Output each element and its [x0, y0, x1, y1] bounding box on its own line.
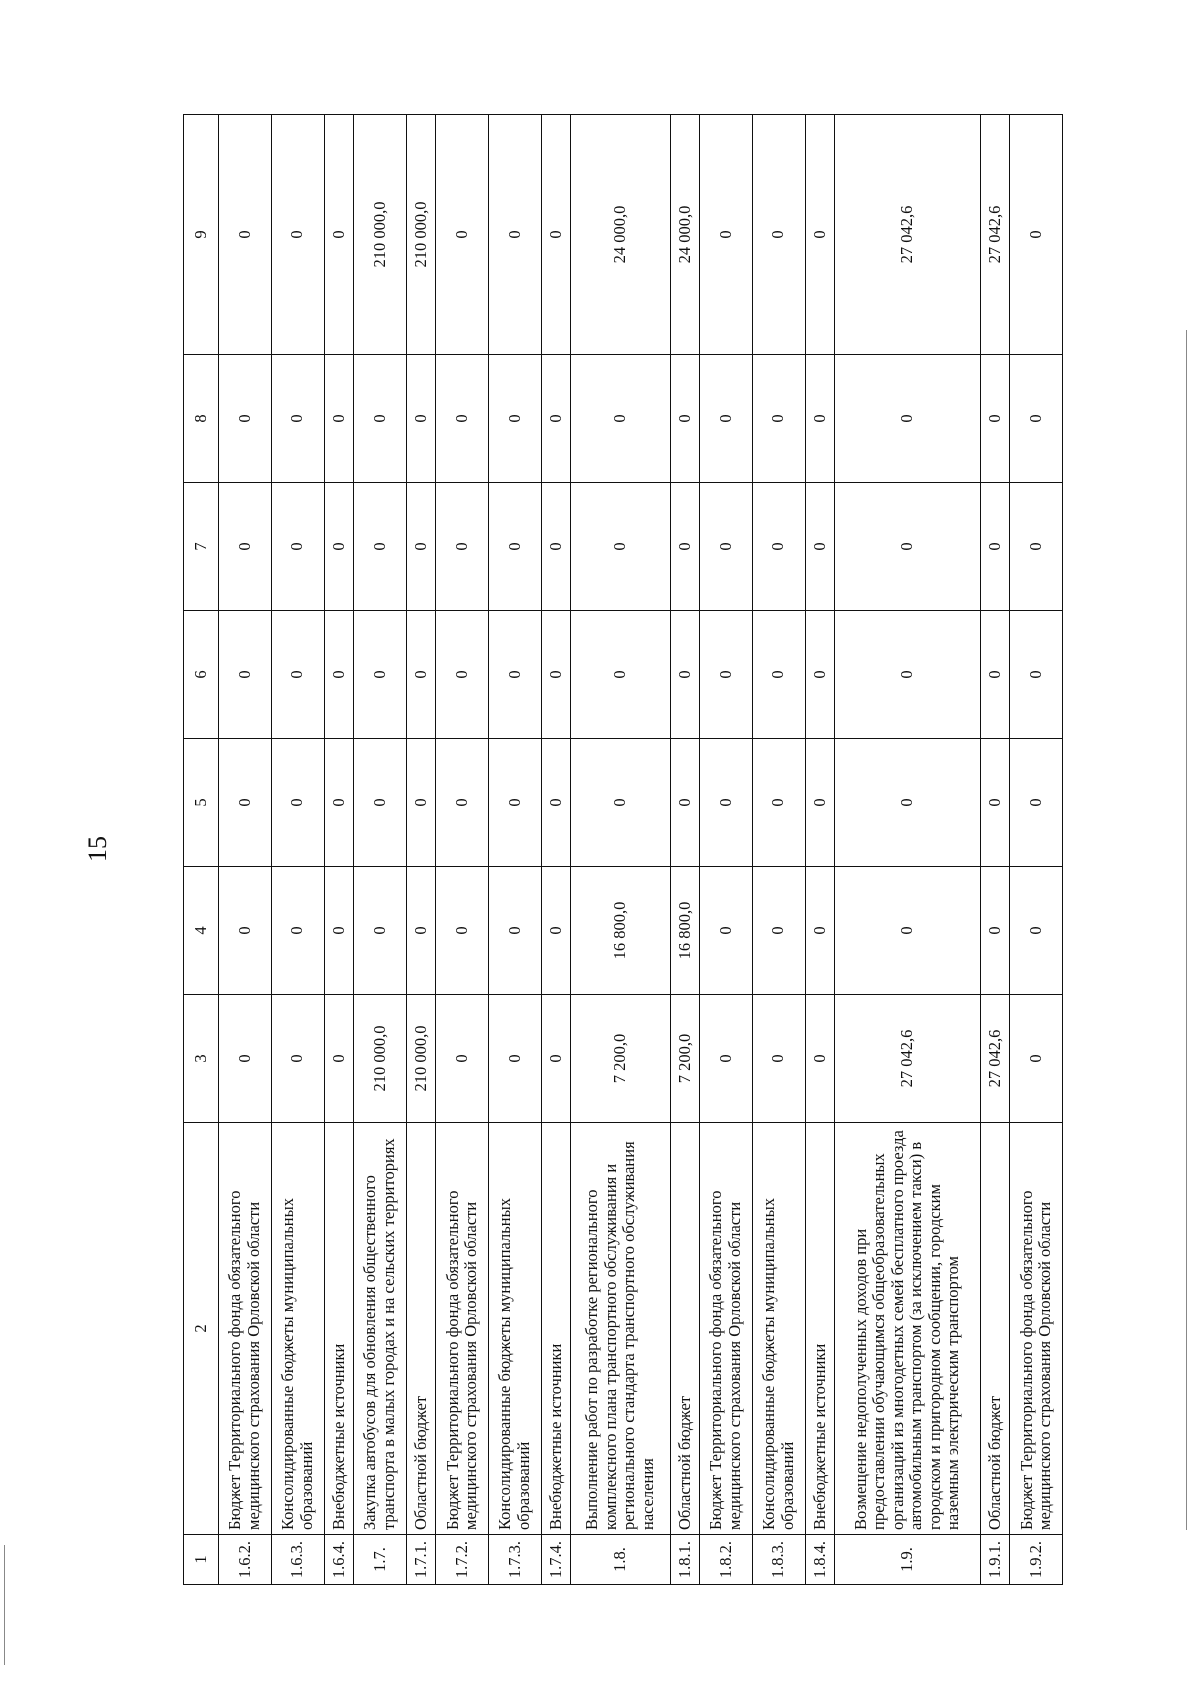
table-row	[670, 115, 700, 1585]
cell-value-3: 27 042,6	[980, 995, 1010, 1123]
cell-value-5: 0	[752, 739, 805, 867]
row-name: Консолидированные бюджеты муниципальных образований	[489, 1123, 542, 1535]
column-header-8: 8	[184, 355, 219, 483]
row-code: 1.6.3.	[271, 1535, 324, 1585]
row-code: 1.9.1.	[980, 1535, 1010, 1585]
cell-value-5: 0	[489, 739, 542, 867]
cell-value-4: 0	[354, 867, 407, 995]
cell-value-9: 0	[436, 115, 489, 355]
cell-value-4: 0	[489, 867, 542, 995]
cell-value-3: 0	[752, 995, 805, 1123]
table-row	[571, 115, 670, 1585]
cell-value-8: 0	[324, 355, 354, 483]
cell-value-5: 0	[271, 739, 324, 867]
cell-value-6: 0	[752, 611, 805, 739]
cell-value-8: 0	[670, 355, 700, 483]
table-row	[700, 115, 753, 1585]
column-header-3: 3	[184, 995, 219, 1123]
cell-value-9: 210 000,0	[354, 115, 407, 355]
cell-value-4: 16 800,0	[670, 867, 700, 995]
cell-value-6: 0	[354, 611, 407, 739]
cell-value-6: 0	[271, 611, 324, 739]
table-row	[980, 115, 1010, 1585]
cell-value-4: 0	[436, 867, 489, 995]
column-header-1: 1	[184, 1535, 219, 1585]
cell-value-6: 0	[571, 611, 670, 739]
cell-value-7: 0	[980, 483, 1010, 611]
cell-value-3: 0	[219, 995, 272, 1123]
cell-value-9: 0	[271, 115, 324, 355]
scan-edge-mark	[1186, 330, 1187, 1530]
cell-value-5: 0	[436, 739, 489, 867]
cell-value-5: 0	[354, 739, 407, 867]
cell-value-9: 0	[805, 115, 835, 355]
row-name: Бюджет Территориального фонда обязательного медицинского страхования Орловской области	[219, 1123, 272, 1535]
cell-value-3: 0	[805, 995, 835, 1123]
cell-value-5: 0	[571, 739, 670, 867]
row-name: Внебюджетные источники	[805, 1123, 835, 1535]
cell-value-6: 0	[541, 611, 571, 739]
cell-value-9: 0	[219, 115, 272, 355]
table-row	[805, 115, 835, 1585]
row-code: 1.7.2.	[436, 1535, 489, 1585]
budget-table-rotated	[183, 115, 1063, 1585]
cell-value-4: 0	[805, 867, 835, 995]
table-row	[541, 115, 571, 1585]
scan-edge-mark	[4, 1545, 5, 1665]
cell-value-8: 0	[541, 355, 571, 483]
cell-value-8: 0	[1010, 355, 1063, 483]
cell-value-7: 0	[354, 483, 407, 611]
cell-value-5: 0	[835, 739, 981, 867]
cell-value-7: 0	[571, 483, 670, 611]
cell-value-6: 0	[670, 611, 700, 739]
table-row	[406, 115, 436, 1585]
cell-value-3: 0	[700, 995, 753, 1123]
cell-value-7: 0	[436, 483, 489, 611]
cell-value-4: 0	[700, 867, 753, 995]
cell-value-7: 0	[670, 483, 700, 611]
cell-value-5: 0	[324, 739, 354, 867]
cell-value-8: 0	[980, 355, 1010, 483]
cell-value-7: 0	[700, 483, 753, 611]
row-code: 1.8.2.	[700, 1535, 753, 1585]
row-code: 1.7.1.	[406, 1535, 436, 1585]
cell-value-3: 0	[489, 995, 542, 1123]
row-code: 1.9.2.	[1010, 1535, 1063, 1585]
cell-value-5: 0	[406, 739, 436, 867]
cell-value-7: 0	[271, 483, 324, 611]
cell-value-8: 0	[571, 355, 670, 483]
cell-value-3: 7 200,0	[670, 995, 700, 1123]
row-name: Областной бюджет	[406, 1123, 436, 1535]
table-row	[752, 115, 805, 1585]
row-name: Консолидированные бюджеты муниципальных образований	[271, 1123, 324, 1535]
cell-value-5: 0	[219, 739, 272, 867]
cell-value-6: 0	[1010, 611, 1063, 739]
cell-value-6: 0	[324, 611, 354, 739]
row-code: 1.8.3.	[752, 1535, 805, 1585]
row-name: Бюджет Территориального фонда обязательного медицинского страхования Орловской области	[436, 1123, 489, 1535]
cell-value-3: 0	[1010, 995, 1063, 1123]
cell-value-4: 0	[752, 867, 805, 995]
cell-value-9: 0	[1010, 115, 1063, 355]
row-name: Закупка автобусов для обновления общественного транспорта в малых городах и на сельских территориях	[354, 1123, 407, 1535]
cell-value-8: 0	[271, 355, 324, 483]
cell-value-7: 0	[805, 483, 835, 611]
column-header-5: 5	[184, 739, 219, 867]
row-name: Выполнение работ по разработке регионального комплексного плана транспортного обслуживания и регионального стандарта транспортного обслуживания населения	[571, 1123, 670, 1535]
cell-value-3: 27 042,6	[835, 995, 981, 1123]
cell-value-4: 16 800,0	[571, 867, 670, 995]
column-header-2: 2	[184, 1123, 219, 1535]
cell-value-8: 0	[406, 355, 436, 483]
cell-value-9: 24 000,0	[571, 115, 670, 355]
cell-value-8: 0	[835, 355, 981, 483]
column-header-7: 7	[184, 483, 219, 611]
cell-value-8: 0	[700, 355, 753, 483]
cell-value-9: 0	[541, 115, 571, 355]
row-name: Возмещение недополученных доходов при предоставлении обучающимся общеобразовательных организаций из многодетных семей бесплатного проезда автомобильным транспортом (за исключением такси) в городском и пригородном сообщении, городским наземным электрическим транспортом	[835, 1123, 981, 1535]
row-name: Бюджет Территориального фонда обязательного медицинского страхования Орловской области	[1010, 1123, 1063, 1535]
cell-value-3: 0	[541, 995, 571, 1123]
cell-value-8: 0	[436, 355, 489, 483]
row-name: Бюджет Территориального фонда обязательного медицинского страхования Орловской области	[700, 1123, 753, 1535]
cell-value-4: 0	[271, 867, 324, 995]
cell-value-7: 0	[219, 483, 272, 611]
budget-table	[183, 114, 1063, 1585]
row-code: 1.6.2.	[219, 1535, 272, 1585]
cell-value-6: 0	[406, 611, 436, 739]
row-code: 1.8.4.	[805, 1535, 835, 1585]
cell-value-3: 0	[271, 995, 324, 1123]
cell-value-6: 0	[805, 611, 835, 739]
cell-value-6: 0	[219, 611, 272, 739]
row-name: Областной бюджет	[980, 1123, 1010, 1535]
cell-value-5: 0	[670, 739, 700, 867]
table-row	[436, 115, 489, 1585]
row-code: 1.7.3.	[489, 1535, 542, 1585]
cell-value-8: 0	[752, 355, 805, 483]
table-row	[219, 115, 272, 1585]
row-code: 1.8.1.	[670, 1535, 700, 1585]
cell-value-5: 0	[980, 739, 1010, 867]
cell-value-7: 0	[489, 483, 542, 611]
cell-value-4: 0	[541, 867, 571, 995]
header-row	[184, 115, 219, 1585]
row-name: Консолидированные бюджеты муниципальных образований	[752, 1123, 805, 1535]
cell-value-9: 24 000,0	[670, 115, 700, 355]
cell-value-3: 0	[324, 995, 354, 1123]
column-header-9: 9	[184, 115, 219, 355]
table-row	[835, 115, 981, 1585]
cell-value-5: 0	[700, 739, 753, 867]
row-code: 1.7.4.	[541, 1535, 571, 1585]
cell-value-5: 0	[541, 739, 571, 867]
table-row	[271, 115, 324, 1585]
table-body	[219, 115, 1063, 1585]
cell-value-8: 0	[354, 355, 407, 483]
row-name: Внебюджетные источники	[324, 1123, 354, 1535]
cell-value-9: 0	[324, 115, 354, 355]
cell-value-3: 0	[436, 995, 489, 1123]
cell-value-6: 0	[835, 611, 981, 739]
cell-value-4: 0	[835, 867, 981, 995]
table-row	[1010, 115, 1063, 1585]
cell-value-9: 210 000,0	[406, 115, 436, 355]
cell-value-6: 0	[980, 611, 1010, 739]
row-code: 1.8.	[571, 1535, 670, 1585]
cell-value-7: 0	[406, 483, 436, 611]
cell-value-7: 0	[752, 483, 805, 611]
cell-value-7: 0	[835, 483, 981, 611]
cell-value-9: 0	[700, 115, 753, 355]
cell-value-5: 0	[1010, 739, 1063, 867]
row-code: 1.7.	[354, 1535, 407, 1585]
cell-value-7: 0	[1010, 483, 1063, 611]
cell-value-4: 0	[980, 867, 1010, 995]
row-code: 1.9.	[835, 1535, 981, 1585]
cell-value-4: 0	[219, 867, 272, 995]
page-number: 15	[83, 836, 112, 862]
cell-value-9: 0	[752, 115, 805, 355]
cell-value-4: 0	[406, 867, 436, 995]
cell-value-4: 0	[1010, 867, 1063, 995]
cell-value-3: 210 000,0	[406, 995, 436, 1123]
table-row	[324, 115, 354, 1585]
cell-value-8: 0	[489, 355, 542, 483]
cell-value-8: 0	[219, 355, 272, 483]
row-code: 1.6.4.	[324, 1535, 354, 1585]
cell-value-9: 27 042,6	[980, 115, 1010, 355]
cell-value-9: 0	[489, 115, 542, 355]
cell-value-3: 210 000,0	[354, 995, 407, 1123]
cell-value-9: 27 042,6	[835, 115, 981, 355]
cell-value-4: 0	[324, 867, 354, 995]
cell-value-6: 0	[700, 611, 753, 739]
cell-value-7: 0	[541, 483, 571, 611]
column-header-4: 4	[184, 867, 219, 995]
column-header-6: 6	[184, 611, 219, 739]
cell-value-7: 0	[324, 483, 354, 611]
table-row	[489, 115, 542, 1585]
cell-value-5: 0	[805, 739, 835, 867]
cell-value-6: 0	[436, 611, 489, 739]
row-name: Внебюджетные источники	[541, 1123, 571, 1535]
cell-value-8: 0	[805, 355, 835, 483]
row-name: Областной бюджет	[670, 1123, 700, 1535]
cell-value-3: 7 200,0	[571, 995, 670, 1123]
table-row	[354, 115, 407, 1585]
cell-value-6: 0	[489, 611, 542, 739]
